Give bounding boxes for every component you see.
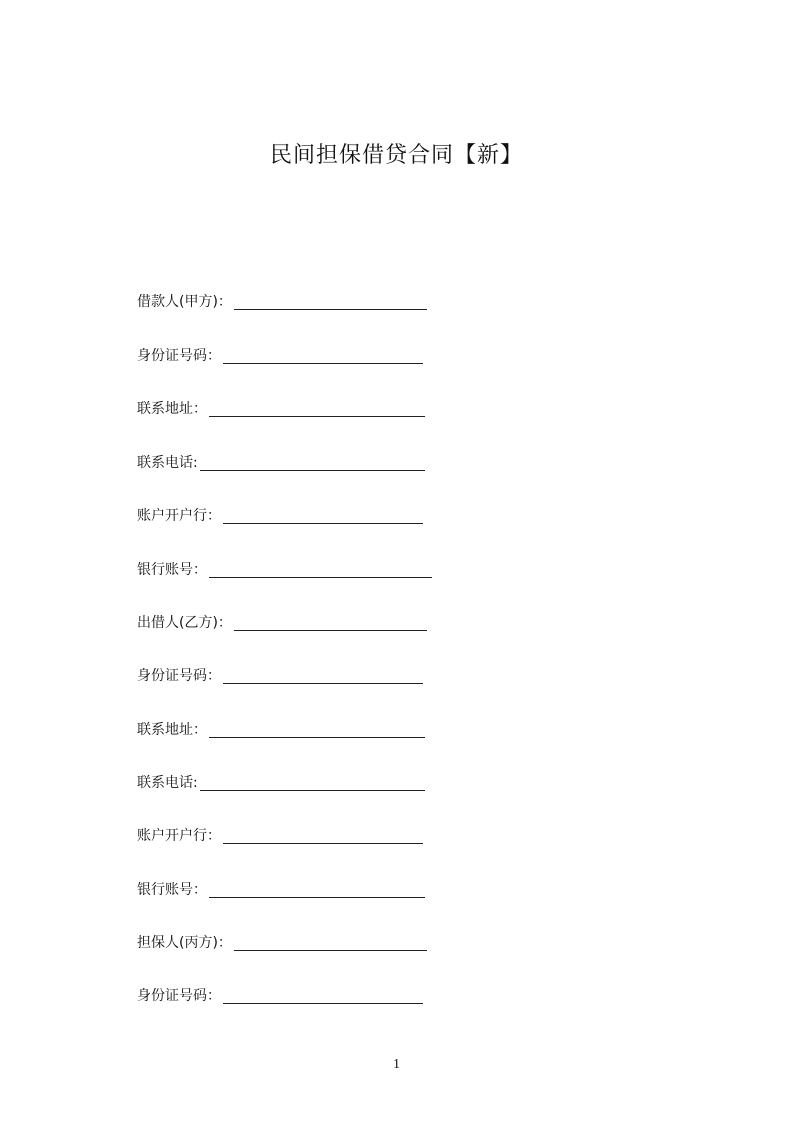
blank-line [209, 883, 425, 898]
blank-line [223, 829, 423, 844]
field-label: 身份证号码： [137, 988, 221, 1004]
field-guarantor [137, 930, 427, 952]
field-label: 担保人(丙方)： [137, 935, 232, 951]
field-borrower-id-number [137, 343, 423, 365]
field-label: 银行账号： [137, 562, 207, 578]
field-lender-id-number [137, 663, 423, 685]
field-borrower-phone [137, 450, 425, 472]
blank-line [223, 349, 423, 364]
field-label: 借款人(甲方)： [137, 294, 232, 310]
field-lender-phone [137, 770, 425, 792]
blank-line [209, 723, 425, 738]
field-label: 银行账号： [137, 882, 207, 898]
blank-line [234, 936, 427, 951]
blank-line [209, 402, 425, 417]
field-label: 联系地址： [137, 401, 207, 417]
blank-line [223, 669, 423, 684]
field-guarantor-id-number [137, 983, 423, 1005]
field-label: 身份证号码： [137, 348, 221, 364]
field-borrower-address [137, 396, 425, 418]
blank-line [209, 563, 432, 578]
field-label: 身份证号码： [137, 668, 221, 684]
document-title: 民间担保借贷合同【新】 [269, 143, 523, 168]
field-borrower-account [137, 557, 432, 579]
field-borrower [137, 289, 427, 311]
page-number: 1 [393, 1057, 400, 1072]
field-lender-bank [137, 823, 423, 845]
field-lender [137, 610, 427, 632]
blank-line [234, 616, 427, 631]
field-label: 账户开户行： [137, 828, 221, 844]
field-lender-address [137, 717, 425, 739]
field-label: 出借人(乙方)： [137, 615, 232, 631]
field-label: 联系电话: [137, 455, 198, 471]
blank-line [200, 776, 425, 791]
field-label: 联系地址： [137, 722, 207, 738]
field-label: 账户开户行： [137, 508, 221, 524]
field-lender-account [137, 877, 425, 899]
blank-line [200, 456, 425, 471]
blank-line [234, 295, 427, 310]
blank-line [223, 989, 423, 1004]
field-borrower-bank [137, 503, 423, 525]
field-label: 联系电话: [137, 775, 198, 791]
blank-line [223, 509, 423, 524]
